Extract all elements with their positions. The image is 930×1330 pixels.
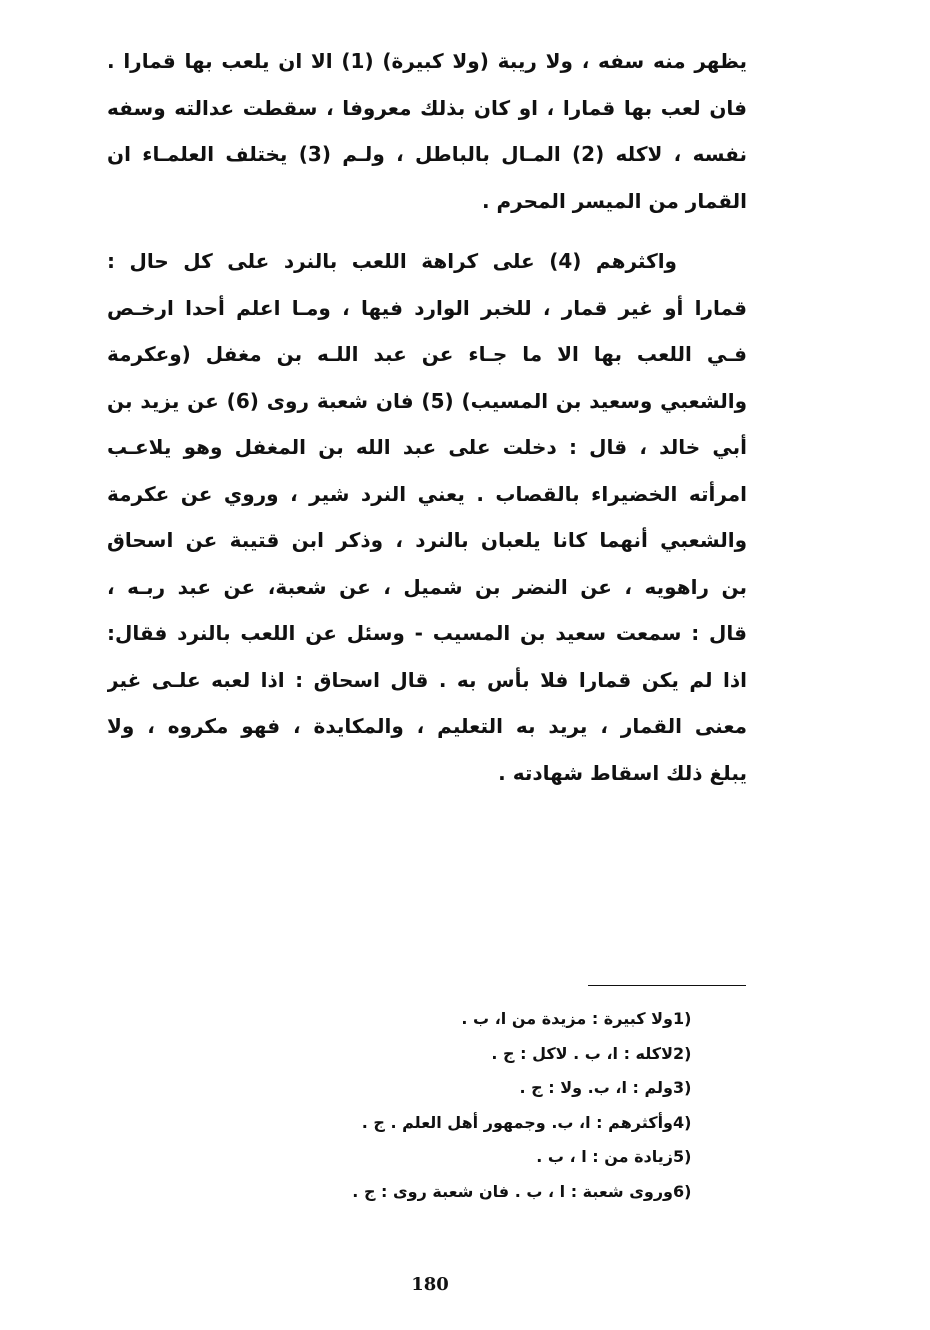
- footnote-separator: [588, 985, 746, 986]
- text-line: والشعبي أنهما كانا يلعبان بالنرد ، وذكر ابن قتيبة عن اسحاق: [107, 528, 747, 552]
- paragraph-1: [107, 38, 747, 224]
- text-line: اذا لم يكن قمارا فلا بأس به . قال اسحاق : اذا لعبه علـى غير: [107, 667, 747, 692]
- footnotes: [225, 1002, 705, 1209]
- footnote-item: [225, 1002, 705, 1037]
- footnote-item: [225, 1175, 705, 1210]
- text-line: بن راهويه ، عن النضر بن شميل ، عن شعبة، عن عبد ربـه ،: [107, 574, 747, 599]
- footnote-text: زيادة من : ا ، ب .: [536, 1147, 673, 1166]
- footnote-text: وأكثرهم : ا، ب. وجمهور أهل العلم . ج .: [361, 1112, 673, 1132]
- text-line: يبلغ ذلك اسقاط شهادته .: [498, 760, 747, 785]
- text-line: يظهر منه سفه ، ولا ريبة (ولا كبيرة) (1) الا ان يلعب بها قمارا .: [107, 49, 747, 73]
- text-line: القمار من الميسر المحرم .: [481, 188, 747, 213]
- text-line: فان لعب بها قمارا ، او كان بذلك معروفا ، سقطت عدالته وسفه: [107, 95, 747, 120]
- text-line: قمارا أو غير قمار ، للخبر الوارد فيها ، ومـا اعلم أحدا ارخـص: [107, 295, 747, 320]
- paragraph-2: [107, 238, 747, 796]
- footnote-item: [225, 1071, 705, 1106]
- footnote-number: 4): [673, 1112, 692, 1132]
- footnote-number: 3): [673, 1078, 692, 1097]
- footnote-text: ولم : ا، ب. ولا : ج .: [519, 1078, 673, 1097]
- text-line: والشعبي وسعيد بن المسيب) (5) فان شعبة روى (6) عن يزيد بن: [107, 388, 747, 413]
- text-line: أبي خالد ، قال : دخلت على عبد الله بن المغفل وهو يلاعـب: [107, 435, 747, 459]
- text-line: نفسه ، لاكله (2) المـال بالباطل ، ولـم (3) يختلف العلمـاء ان: [107, 142, 747, 166]
- text-line: امرأته الخضيراء بالقصاب . يعني النرد شير ، وروي عن عكرمة: [107, 481, 747, 506]
- text-line: فـي اللعب بها الا ما جـاء عن عبد اللـه بن مغفل (وعكرمة: [107, 342, 747, 366]
- footnote-item: [225, 1140, 705, 1175]
- footnote-number: 5): [673, 1147, 692, 1166]
- text-line: واكثرهم (4) على كراهة اللعب بالنرد على كل حال :: [107, 249, 677, 273]
- text-line: قال : سمعت سعيد بن المسيب - وسئل عن اللعب بالنرد فقال:: [107, 621, 747, 645]
- footnote-text: لاكله : ا، ب . لاكل : ج .: [491, 1043, 673, 1063]
- footnote-item: [225, 1037, 705, 1072]
- footnote-number: 2): [673, 1043, 692, 1063]
- page-number: 180: [411, 1274, 449, 1295]
- main-text: [107, 38, 747, 796]
- text-line: معنى القمار ، يريد به التعليم ، والمكايدة ، فهو مكروه ، ولا: [107, 714, 747, 738]
- footnote-item: [225, 1106, 705, 1141]
- footnote-text: ولا كبيرة : مزيدة من ا، ب .: [461, 1009, 673, 1028]
- footnote-number: 6): [673, 1181, 692, 1201]
- footnote-number: 1): [673, 1009, 692, 1028]
- footnote-text: وروى شعبة : ا ، ب . فان شعبة روى : ج .: [352, 1181, 673, 1201]
